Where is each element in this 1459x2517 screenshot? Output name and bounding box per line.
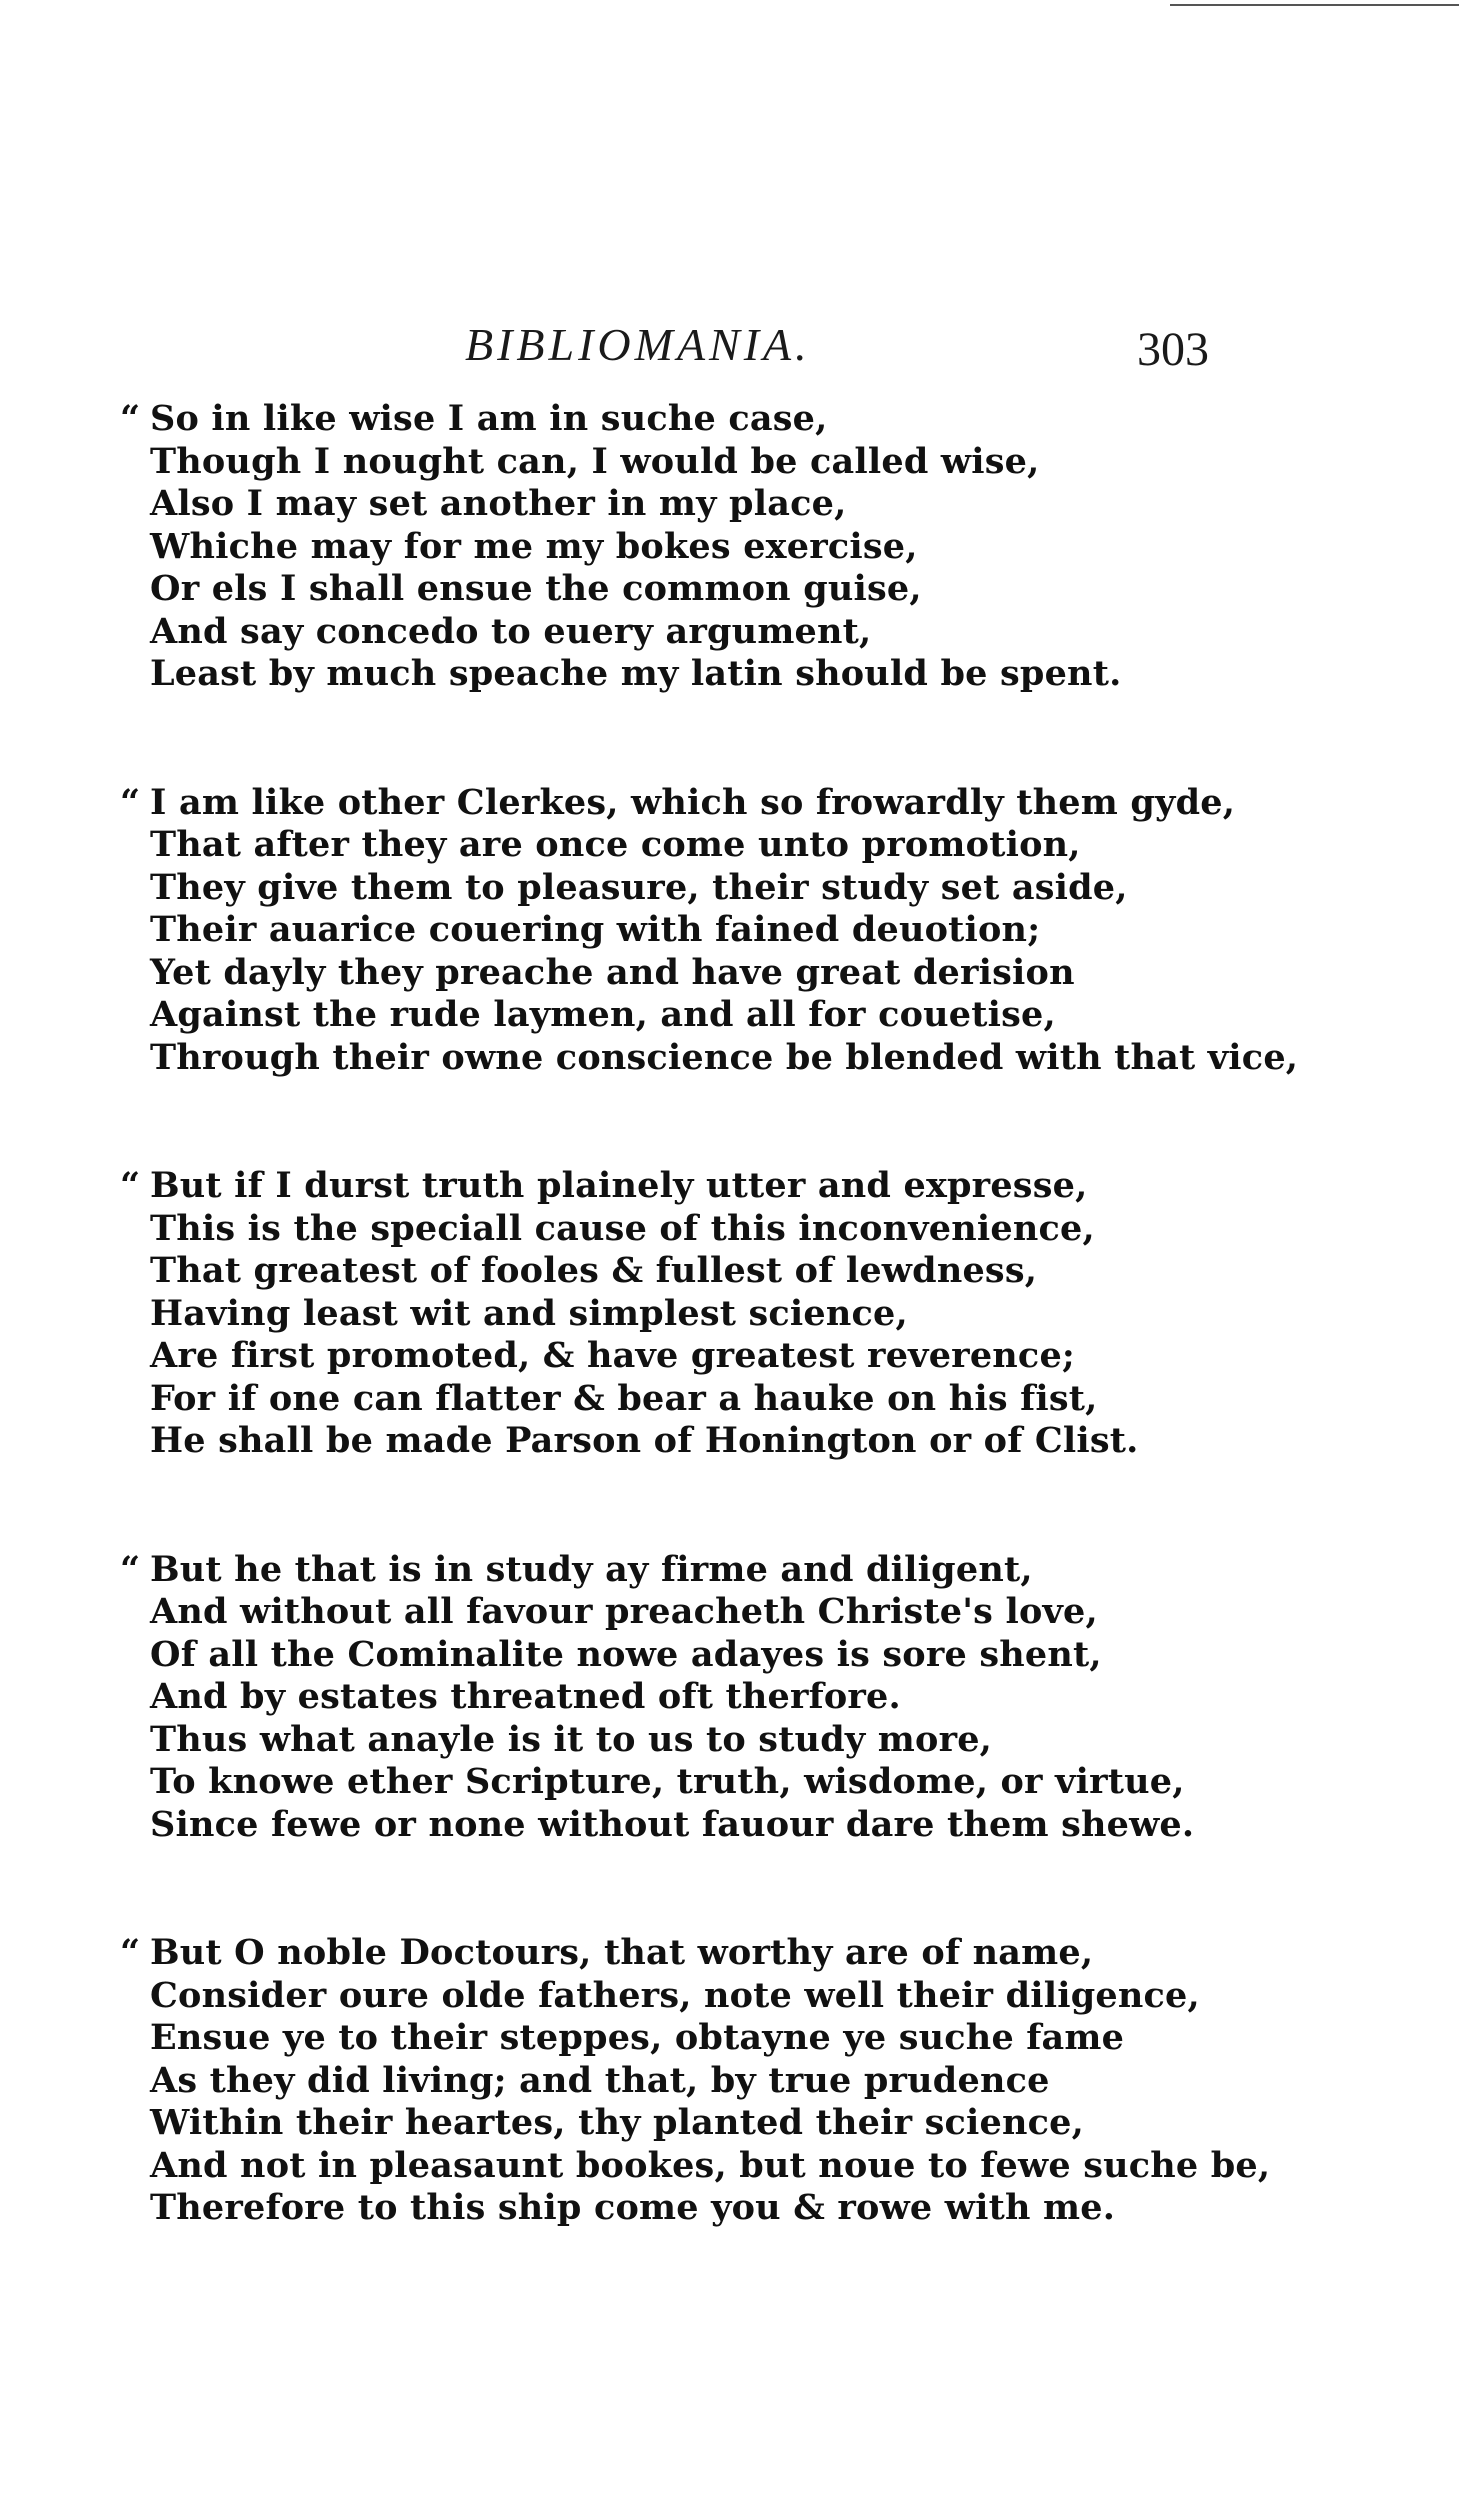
verse-line: They give them to pleasure, their study set aside,: [150, 866, 1128, 908]
verse-line: Thus what anayle is it to us to study more,: [150, 1718, 993, 1760]
page-number: 303: [1137, 323, 1209, 376]
verse-line: That after they are once come unto promotion,: [150, 824, 1081, 865]
verse-line: To knowe ether Scripture, truth, wisdome, or virtue,: [150, 1761, 1185, 1802]
verse-line: Through their owne conscience be blended with that vice,: [150, 1036, 1299, 1078]
stanza: [120, 1549, 1420, 1847]
verse-line: Though I nought can, I would be called wise,: [150, 440, 1040, 482]
verse-line: Yet dayly they preache and have great derision: [150, 951, 1075, 993]
verse-line: This is the speciall cause of this inconvenience,: [150, 1207, 1095, 1249]
stanza: [120, 398, 1420, 696]
verse-line: That greatest of fooles & fullest of lewdness,: [150, 1250, 1038, 1291]
verse-line: Their auarice couering with fained deuotion;: [150, 909, 1041, 950]
verse-line: Whiche may for me my bokes exercise,: [150, 525, 918, 567]
verse-line: Against the rude laymen, and all for couetise,: [150, 994, 1056, 1035]
stanza: [120, 1932, 1420, 2230]
verse-line: “ So in like wise I am in suche case,: [120, 398, 1420, 441]
verse-line: Therefore to this ship come you & rowe with me.: [150, 2187, 1116, 2228]
verse-line: Are first promoted, & have greatest reverence;: [150, 1335, 1076, 1376]
verse-line: Ensue ye to their steppes, obtayne ye suche fame: [150, 2017, 1125, 2058]
verse-line: “ But if I durst truth plainely utter and expresse,: [120, 1165, 1420, 1208]
verse-line: And not in pleasaunt bookes, but noue to fewe suche be,: [150, 2144, 1271, 2186]
verse-line: And by estates threatned oft therfore.: [150, 1676, 901, 1717]
verse-line: As they did living; and that, by true prudence: [150, 2059, 1050, 2101]
verse-line: Least by much speache my latin should be spent.: [150, 653, 1122, 694]
verse-line: Also I may set another in my place,: [150, 483, 847, 524]
top-rule: [1170, 4, 1459, 6]
poem: [120, 398, 1420, 2316]
verse-line: He shall be made Parson of Honington or of Clist.: [150, 1420, 1139, 1461]
verse-line: Or els I shall ensue the common guise,: [150, 568, 922, 609]
stanza: [120, 782, 1420, 1080]
verse-line: And without all favour preacheth Christe's love,: [150, 1591, 1098, 1632]
verse-line: Within their heartes, thy planted their science,: [150, 2102, 1084, 2143]
running-head: BIBLIOMANIA.: [465, 319, 811, 370]
stanza: [120, 1165, 1420, 1463]
verse-line: “ I am like other Clerkes, which so frowardly them gyde,: [120, 782, 1420, 825]
verse-line: For if one can flatter & bear a hauke on his fist,: [150, 1377, 1098, 1419]
verse-line: And say concedo to euery argument,: [150, 610, 872, 652]
verse-line: “ But O noble Doctours, that worthy are of name,: [120, 1932, 1420, 1975]
verse-line: Of all the Cominalite nowe adayes is sore shent,: [150, 1633, 1102, 1675]
verse-line: “ But he that is in study ay firme and diligent,: [120, 1549, 1420, 1592]
verse-line: Consider oure olde fathers, note well their diligence,: [150, 1974, 1200, 2016]
verse-line: Since fewe or none without fauour dare them shewe.: [150, 1803, 1195, 1845]
verse-line: Having least wit and simplest science,: [150, 1292, 908, 1334]
